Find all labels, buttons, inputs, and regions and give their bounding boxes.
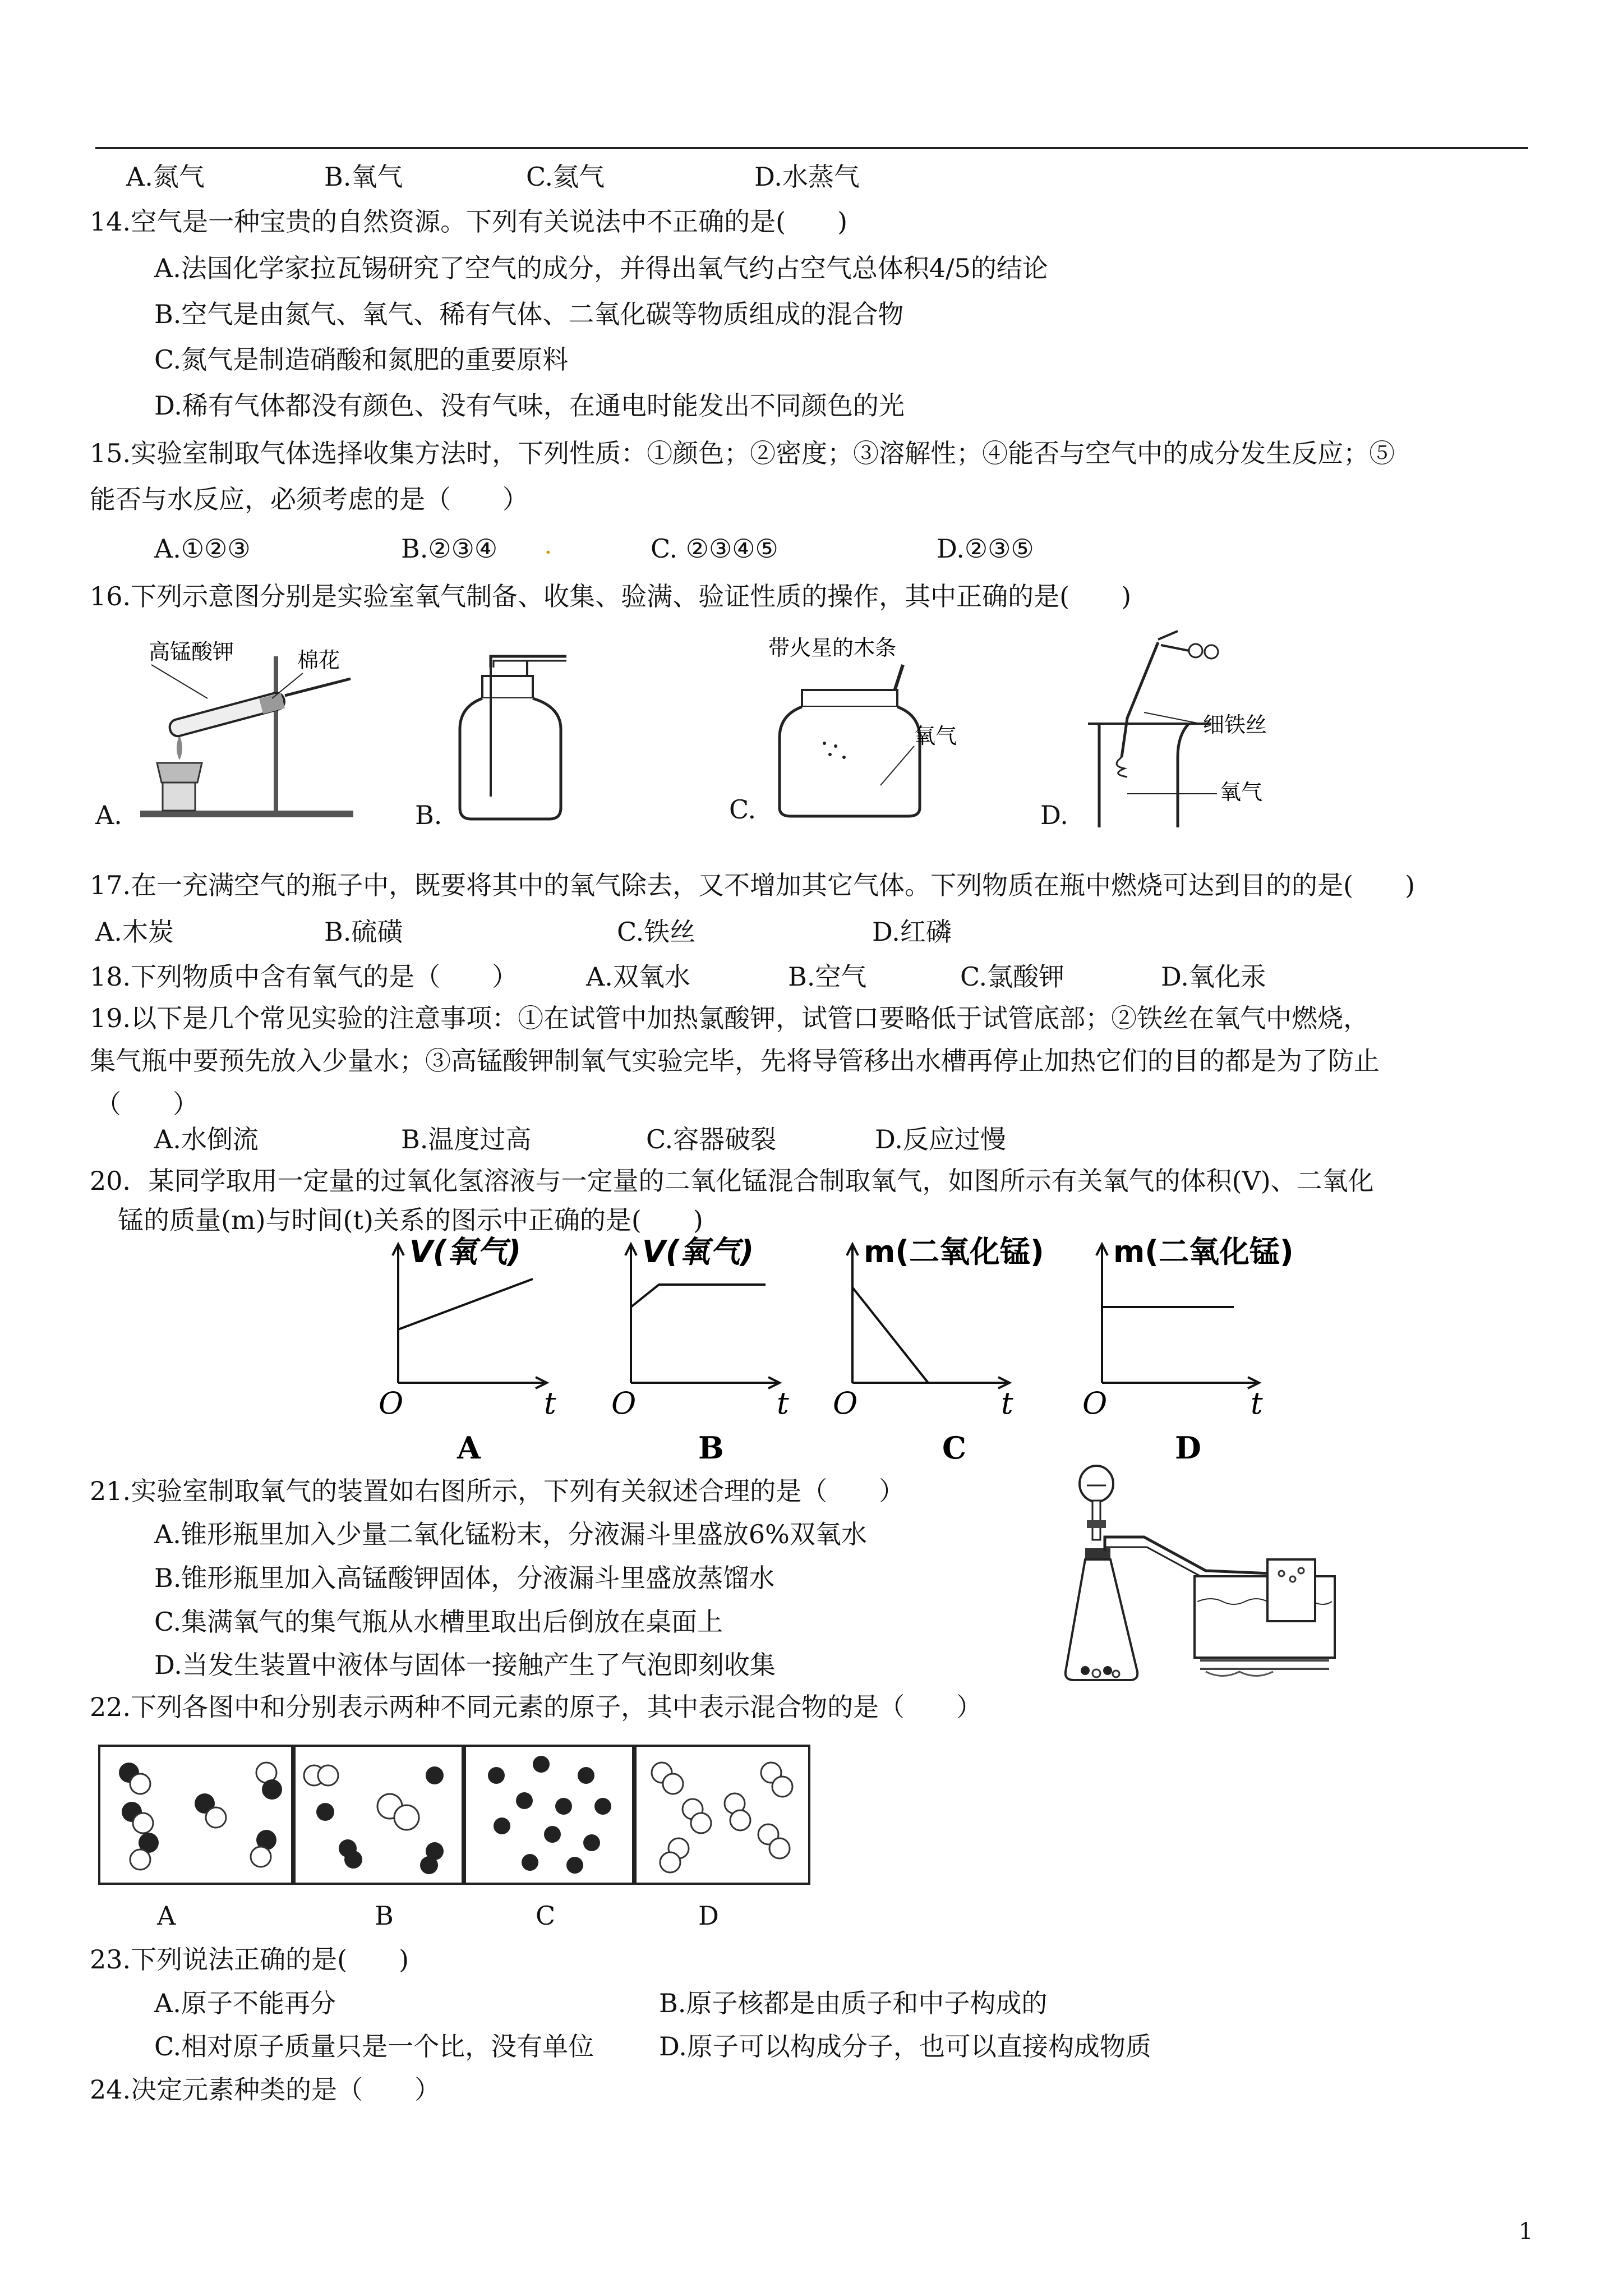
q21-stem: 21.实验室制取氧气的装置如右图所示，下列有关叙述合理的是（ ） bbox=[90, 1476, 905, 1506]
header-rule bbox=[95, 147, 1528, 149]
q20-c-ylabel: m(二氧化锰) bbox=[864, 1234, 1044, 1269]
q15-stem-line1: 15.实验室制取气体选择收集方法时，下列性质：①颜色；②密度；③溶解性；④能否与空气中的成分发生反应；⑤ bbox=[90, 438, 1395, 468]
q19-option-b[interactable]: B.温度过高 bbox=[401, 1124, 532, 1154]
q13-option-c[interactable]: C.氦气 bbox=[526, 162, 605, 192]
q19-option-d[interactable]: D.反应过慢 bbox=[875, 1124, 1006, 1154]
q21-option-c[interactable]: C.集满氧气的集气瓶从水槽里取出后倒放在桌面上 bbox=[154, 1607, 723, 1637]
q16-d-label-oxygen: 氧气 bbox=[1220, 780, 1263, 804]
q18-option-d[interactable]: D.氧化汞 bbox=[1161, 961, 1266, 992]
q20-d-label: D bbox=[1175, 1430, 1201, 1464]
q20-c-label: C bbox=[942, 1430, 966, 1464]
q20-c-xlabel: t bbox=[1001, 1386, 1013, 1421]
q23-option-c[interactable]: C.相对原子质量只是一个比，没有单位 bbox=[154, 2031, 594, 2062]
q16-figure-a bbox=[135, 634, 359, 825]
q20-b-ylabel: V(氧气) bbox=[642, 1234, 754, 1269]
q15-option-c[interactable]: C. ②③④⑤ bbox=[651, 533, 778, 564]
page-number: 1 bbox=[1519, 2219, 1533, 2244]
q14-option-c[interactable]: C.氮气是制造硝酸和氮肥的重要原料 bbox=[154, 344, 569, 375]
q20-c-origin: O bbox=[833, 1386, 858, 1421]
q21-option-a[interactable]: A.锥形瓶里加入少量二氧化锰粉末，分液漏斗里盛放6%双氧水 bbox=[154, 1519, 867, 1549]
q18-option-c[interactable]: C.氯酸钾 bbox=[960, 961, 1065, 992]
q15-option-a[interactable]: A.①②③ bbox=[154, 533, 251, 564]
q20-line2: 锰的质量(m)与时间(t)关系的图示中正确的是( ) bbox=[118, 1205, 703, 1235]
q23-option-a[interactable]: A.原子不能再分 bbox=[154, 1988, 336, 2018]
q16-label-d: D. bbox=[1040, 800, 1068, 830]
q22-label-a: A bbox=[157, 1901, 176, 1931]
q16-label-b: B. bbox=[415, 800, 442, 830]
q23-option-d[interactable]: D.原子可以构成分子，也可以直接构成物质 bbox=[659, 2031, 1151, 2062]
q20-a-ylabel: V(氧气) bbox=[409, 1234, 522, 1269]
q22-stem: 22.下列各图中和分别表示两种不同元素的原子，其中表示混合物的是（ ） bbox=[90, 1692, 983, 1722]
q20-d-xlabel: t bbox=[1251, 1386, 1263, 1421]
q23-stem: 23.下列说法正确的是( ) bbox=[90, 1944, 409, 1975]
q16-label-c: C. bbox=[729, 794, 757, 825]
q20-d-origin: O bbox=[1082, 1386, 1108, 1421]
q20-graph-d bbox=[1074, 1234, 1310, 1464]
q23-option-b[interactable]: B.原子核都是由质子和中子构成的 bbox=[659, 1988, 1048, 2018]
q15-option-b[interactable]: B.②③④ bbox=[401, 533, 498, 564]
q14-option-b[interactable]: B.空气是由氮气、氧气、稀有气体、二氧化碳等物质组成的混合物 bbox=[154, 299, 904, 329]
q16-a-label-cotton: 棉花 bbox=[297, 648, 340, 673]
q14-option-a[interactable]: A.法国化学家拉瓦锡研究了空气的成分，并得出氧气约占空气总体积4/5的结论 bbox=[154, 253, 1048, 283]
q22-label-c: C bbox=[536, 1901, 556, 1931]
q17-option-b[interactable]: B.硫磺 bbox=[324, 917, 403, 947]
q20-a-label: A bbox=[457, 1430, 481, 1464]
q17-stem: 17.在一充满空气的瓶子中，既要将其中的氧气除去，又不增加其它气体。下列物质在瓶中燃烧可达到目的的是( ) bbox=[90, 870, 1415, 900]
q22-label-d: D bbox=[698, 1901, 719, 1931]
q20-b-label: B bbox=[698, 1430, 724, 1464]
q13-option-d[interactable]: D.水蒸气 bbox=[754, 162, 860, 192]
q16-figure-d bbox=[1077, 628, 1290, 830]
q19-line2: 集气瓶中要预先放入少量水；③高锰酸钾制氧气实验完毕，先将导管移出水槽再停止加热它们的目的都是为了防止 bbox=[90, 1046, 1380, 1076]
q16-figure-b bbox=[454, 645, 572, 825]
q17-option-d[interactable]: D.红磷 bbox=[872, 917, 952, 947]
q18-stem: 18.下列物质中含有氧气的是（ ） bbox=[90, 961, 518, 992]
q20-d-ylabel: m(二氧化锰) bbox=[1113, 1234, 1294, 1269]
q18-option-b[interactable]: B.空气 bbox=[788, 961, 867, 992]
q20-a-xlabel: t bbox=[544, 1386, 556, 1421]
q14-option-d[interactable]: D.稀有气体都没有颜色、没有气味，在通电时能发出不同颜色的光 bbox=[154, 390, 905, 421]
q13-option-b[interactable]: B.氧气 bbox=[324, 162, 403, 192]
q19-option-a[interactable]: A.水倒流 bbox=[154, 1124, 259, 1154]
q16-c-label-splint: 带火星的木条 bbox=[768, 636, 897, 660]
q16-d-label-wire: 细铁丝 bbox=[1203, 712, 1267, 737]
q19-line3: （ ） bbox=[95, 1089, 199, 1119]
q15-stem-line2: 能否与水反应，必须考虑的是（ ） bbox=[90, 484, 528, 514]
q19-option-c[interactable]: C.容器破裂 bbox=[646, 1124, 777, 1154]
q14-stem: 14.空气是一种宝贵的自然资源。下列有关说法中不正确的是( ) bbox=[90, 206, 848, 237]
q21-option-b[interactable]: B.锥形瓶里加入高锰酸钾固体，分液漏斗里盛放蒸馏水 bbox=[154, 1563, 775, 1593]
q20-graph-c bbox=[824, 1234, 1060, 1464]
q18-option-a[interactable]: A.双氧水 bbox=[586, 961, 690, 992]
q22-particle-boxes bbox=[98, 1745, 810, 1885]
q20-line1: 20．某同学取用一定量的过氧化氢溶液与一定量的二氧化锰混合制取氧气，如图所示有关氧气的体积(V)、二氧化 bbox=[90, 1166, 1374, 1196]
q20-a-origin: O bbox=[379, 1386, 404, 1421]
q24-stem: 24.决定元素种类的是（ ） bbox=[90, 2074, 441, 2105]
q16-a-label-kmno4: 高锰酸钾 bbox=[149, 639, 234, 664]
q16-figure-c bbox=[768, 634, 959, 825]
q15-stray-mark: . bbox=[544, 530, 552, 560]
q16-stem: 16.下列示意图分别是实验室氧气制备、收集、验满、验证性质的操作，其中正确的是( ) bbox=[90, 581, 1132, 611]
q15-option-d[interactable]: D.②③⑤ bbox=[937, 533, 1034, 564]
q19-line1: 19.以下是几个常见实验的注意事项：①在试管中加热氯酸钾，试管口要略低于试管底部；②铁丝在氧气中燃烧， bbox=[90, 1003, 1370, 1033]
q16-c-label-oxygen: 氧气 bbox=[914, 724, 957, 748]
q17-option-a[interactable]: A.木炭 bbox=[95, 917, 174, 947]
q22-label-b: B bbox=[375, 1901, 394, 1931]
q20-graph-b bbox=[603, 1234, 794, 1464]
q17-option-c[interactable]: C.铁丝 bbox=[617, 917, 696, 947]
q21-option-d[interactable]: D.当发生装置中液体与固体一接触产生了气泡即刻收集 bbox=[154, 1650, 776, 1680]
q20-graph-a bbox=[370, 1234, 561, 1464]
q20-b-origin: O bbox=[611, 1386, 637, 1421]
q16-label-a: A. bbox=[95, 800, 122, 830]
q13-option-a[interactable]: A.氮气 bbox=[126, 162, 205, 192]
q21-apparatus bbox=[1054, 1458, 1346, 1694]
q20-b-xlabel: t bbox=[777, 1386, 789, 1421]
